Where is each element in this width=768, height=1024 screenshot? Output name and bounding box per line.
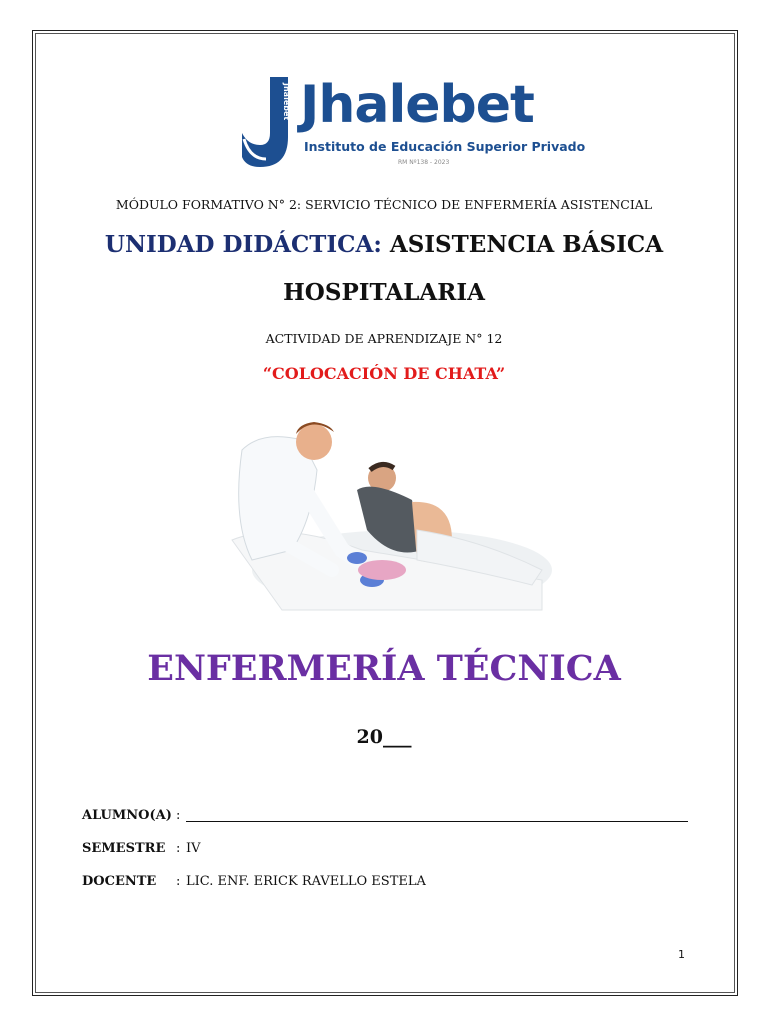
docente-row [82,874,692,894]
semestre-row [82,841,692,861]
career-title: ENFERMERÍA TÉCNICA [147,648,621,689]
unidad-didactica [0,231,768,258]
docente-colon: : [176,874,181,889]
semestre-value: IV [186,841,201,856]
docente-value: LIC. ENF. ERICK RAVELLO ESTELA [186,874,426,889]
actividad-tema: “COLOCACIÓN DE CHATA” [262,364,506,383]
unidad-title-2: HOSPITALARIA [283,279,485,306]
alumno-blank-line [186,821,688,822]
semestre-label: SEMESTRE [82,841,166,856]
alumno-label: ALUMNO(A) [82,808,172,823]
j-mark-icon [240,75,300,175]
unidad-title-1: ASISTENCIA BÁSICA [389,231,664,258]
semestre-colon: : [176,841,181,856]
unidad-label: UNIDAD DIDÁCTICA: [104,231,382,258]
alumno-colon: : [176,808,181,823]
logo-name: Jhalebet [300,75,534,135]
docente-label: DOCENTE [82,874,157,889]
actividad-aprendizaje: ACTIVIDAD DE APRENDIZAJE N° 12 [265,331,503,346]
alumno-row [82,808,692,828]
modulo-formativo: MÓDULO FORMATIVO N° 2: SERVICIO TÉCNICO DE ENFERMERÍA ASISTENCIAL [115,197,653,212]
logo-mark-text: Jhalebet [282,83,291,121]
institute-logo [240,75,586,175]
logo-subtitle: Instituto de Educación Superior Privado [304,139,586,154]
page-number: 1 [678,948,685,961]
nurse-bedpan-illustration [222,410,552,625]
logo-rm: RM Nº138 - 2023 [398,159,450,166]
year-field: 20___ [356,726,412,748]
